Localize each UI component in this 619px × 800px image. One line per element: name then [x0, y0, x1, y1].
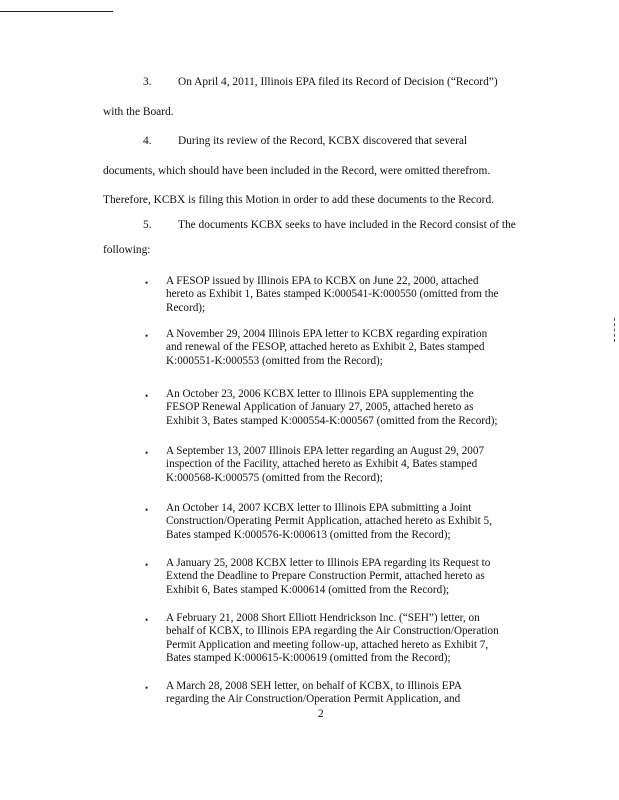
list-item-line: behalf of KCBX, to Illinois EPA regarding the Air Construction/Operation [166, 625, 499, 638]
scan-edge-mark [614, 318, 616, 342]
list-item [166, 275, 566, 315]
list-item-line: Permit Application and meeting follow-up, attached hereto as Exhibit 7, [166, 638, 489, 651]
list-item-line: Bates stamped K:000615-K:000619 (omitted from the Record); [166, 652, 451, 665]
paragraph-line: On April 4, 2011, Illinois EPA filed its Record of Decision (“Record”) [178, 76, 498, 88]
paragraph-line: During its review of the Record, KCBX discovered that several [178, 135, 468, 147]
list-item [166, 388, 566, 428]
bullet-icon: • [145, 391, 149, 401]
list-item-line: A FESOP issued by Illinois EPA to KCBX on June 22, 2000, attached [166, 275, 479, 287]
list-item [166, 612, 566, 666]
header-rule [0, 11, 113, 12]
list-item-line: hereto as Exhibit 1, Bates stamped K:000541-K:000550 (omitted from the [166, 288, 499, 301]
bullet-icon: • [145, 278, 149, 288]
list-item-line: A March 28, 2008 SEH letter, on behalf of KCBX, to Illinois EPA [166, 680, 462, 692]
paragraph-line: Therefore, KCBX is filing this Motion in order to add these documents to the Record. [103, 194, 495, 206]
bullet-icon: • [145, 560, 149, 570]
list-item-line: An October 23, 2006 KCBX letter to Illinois EPA supplementing the [166, 388, 474, 400]
list-item [166, 502, 566, 542]
list-item-line: Bates stamped K:000576-K:000613 (omitted from the Record); [166, 528, 451, 541]
page-number: 2 [318, 708, 324, 720]
list-item-line: A January 25, 2008 KCBX letter to Illinois EPA regarding its Request to [166, 557, 491, 569]
list-item-line: inspection of the Facility, attached hereto as Exhibit 4, Bates stamped [166, 458, 478, 471]
paragraph-number: 5. [143, 219, 152, 231]
list-item [166, 445, 566, 485]
list-item-line: Exhibit 6, Bates stamped K:000614 (omitted from the Record); [166, 583, 450, 596]
list-item-line: Extend the Deadline to Prepare Construction Permit, attached hereto as [166, 570, 485, 583]
list-item-line: K:000551-K:000553 (omitted from the Record); [166, 354, 383, 367]
list-item-line: and renewal of the FESOP, attached hereto as Exhibit 2, Bates stamped [166, 341, 485, 354]
list-item-line: An October 14, 2007 KCBX letter to Illinois EPA submitting a Joint [166, 502, 472, 514]
paragraph-number: 3. [143, 76, 152, 88]
list-item-line: K:000568-K:000575 (omitted from the Record); [166, 471, 383, 484]
list-item [166, 680, 566, 707]
list-item-line: Construction/Operating Permit Application, attached hereto as Exhibit 5, [166, 515, 492, 528]
list-item [166, 557, 566, 597]
paragraph-number: 4. [143, 135, 152, 147]
paragraph-line: following: [103, 244, 151, 256]
paragraph-line: documents, which should have been included in the Record, were omitted therefrom. [103, 165, 491, 177]
list-item-line: Exhibit 3, Bates stamped K:000554-K:000567 (omitted from the Record); [166, 414, 498, 427]
bullet-icon: • [145, 683, 149, 693]
list-item-line: Record); [166, 301, 206, 314]
bullet-icon: • [145, 505, 149, 515]
bullet-icon: • [145, 331, 149, 341]
list-item-line: regarding the Air Construction/Operation Permit Application, and [166, 693, 461, 706]
list-item-line: A February 21, 2008 Short Elliott Hendrickson Inc. (“SEH”) letter, on [166, 612, 480, 624]
list-item-line: FESOP Renewal Application of January 27, 2005, attached hereto as [166, 401, 474, 414]
list-item [166, 328, 566, 368]
list-item-line: A September 13, 2007 Illinois EPA letter regarding an August 29, 2007 [166, 445, 485, 457]
paragraph-line: The documents KCBX seeks to have included in the Record consist of the [178, 219, 516, 231]
bullet-icon: • [145, 448, 149, 458]
list-item-line: A November 29, 2004 Illinois EPA letter to KCBX regarding expiration [166, 328, 488, 340]
paragraph-line: with the Board. [103, 106, 174, 118]
bullet-icon: • [145, 615, 149, 625]
